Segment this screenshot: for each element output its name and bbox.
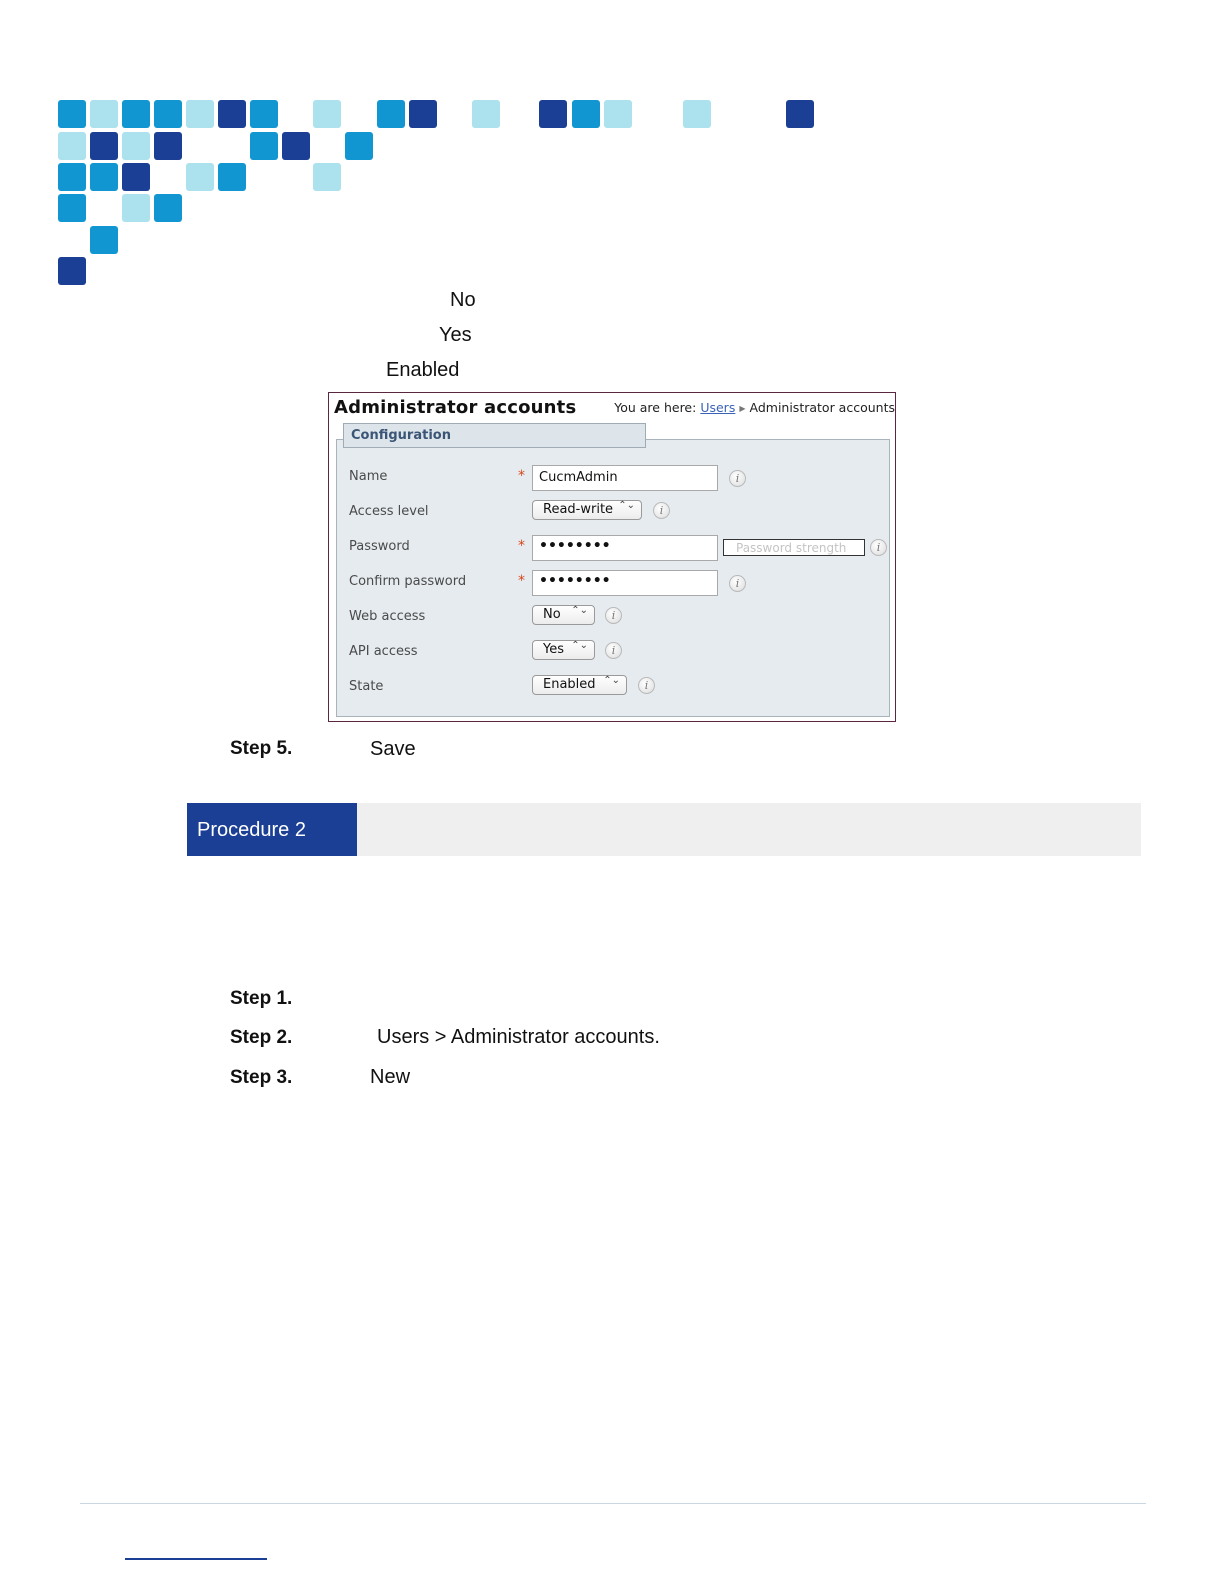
mosaic-tile [90, 132, 118, 160]
step-text: New [370, 1066, 411, 1088]
mosaic-tile [58, 163, 86, 191]
mosaic-tile [409, 100, 437, 128]
name-info-icon[interactable]: i [729, 470, 746, 487]
mosaic-tile [154, 194, 182, 222]
mosaic-tile [683, 100, 711, 128]
password-label: Password [349, 539, 410, 554]
administrator-accounts-screenshot [328, 392, 896, 722]
page-title: Administrator accounts [334, 397, 577, 418]
mosaic-tile [154, 100, 182, 128]
mosaic-tile [58, 132, 86, 160]
state-info-icon[interactable]: i [638, 677, 655, 694]
select-arrows-icon: ⌃⌄ [603, 675, 620, 686]
mosaic-tile [345, 132, 373, 160]
mosaic-tile [90, 226, 118, 254]
api-access-selected-value: Yes [543, 642, 564, 657]
access-level-select[interactable] [532, 500, 642, 520]
password-input[interactable]: •••••••• [532, 535, 718, 561]
mosaic-tile [604, 100, 632, 128]
mosaic-tile [250, 100, 278, 128]
api-access-value-text: Yes [439, 324, 472, 346]
api-access-info-icon[interactable]: i [605, 642, 622, 659]
access-level-selected-value: Read-write [543, 502, 614, 517]
mosaic-tile [122, 100, 150, 128]
access-level-info-icon[interactable]: i [653, 502, 670, 519]
mosaic-tile [282, 132, 310, 160]
step-label: Step 3. [230, 1067, 293, 1088]
breadcrumb [614, 400, 895, 415]
header-mosaic-decoration [0, 0, 900, 300]
web-access-info-icon[interactable]: i [605, 607, 622, 624]
mosaic-tile [122, 163, 150, 191]
web-access-selected-value: No [543, 607, 561, 622]
mosaic-tile [313, 100, 341, 128]
api-access-label: API access [349, 644, 418, 659]
mosaic-tile [58, 257, 86, 285]
state-selected-value: Enabled [543, 677, 596, 692]
configuration-tab: Configuration [343, 423, 646, 448]
state-value-text: Enabled [386, 359, 460, 381]
access-level-label: Access level [349, 504, 429, 519]
mosaic-tile [472, 100, 500, 128]
mosaic-tile [58, 100, 86, 128]
mosaic-tile [186, 100, 214, 128]
footer-link-underline [125, 1558, 267, 1560]
procedure-label: Procedure 2 [187, 803, 357, 856]
mosaic-tile [377, 100, 405, 128]
confirm-password-input[interactable]: •••••••• [532, 570, 718, 596]
state-select[interactable] [532, 675, 627, 695]
mosaic-tile [58, 194, 86, 222]
mosaic-tile [154, 132, 182, 160]
select-arrows-icon: ⌃⌄ [571, 605, 588, 616]
step-label: Step 2. [230, 1027, 293, 1048]
password-info-icon[interactable]: i [870, 539, 887, 556]
mosaic-tile [186, 163, 214, 191]
mosaic-tile [90, 100, 118, 128]
breadcrumb-current: Administrator accounts [749, 400, 895, 415]
mosaic-tile [218, 163, 246, 191]
breadcrumb-link-users[interactable]: Users [700, 400, 736, 415]
password-strength-meter: Password strength [723, 539, 865, 556]
mosaic-tile [572, 100, 600, 128]
web-access-label: Web access [349, 609, 426, 624]
name-input[interactable]: CucmAdmin [532, 465, 718, 491]
select-arrows-icon: ⌃⌄ [618, 500, 635, 511]
confirm-password-info-icon[interactable]: i [729, 575, 746, 592]
breadcrumb-separator-icon: ▶ [739, 404, 746, 413]
mosaic-tile [90, 163, 118, 191]
confirm-password-required-marker: * [518, 573, 525, 589]
api-access-select[interactable] [532, 640, 595, 660]
name-label: Name [349, 469, 388, 484]
password-required-marker: * [518, 538, 525, 554]
confirm-password-label: Confirm password [349, 574, 467, 589]
mosaic-tile [539, 100, 567, 128]
web-access-select[interactable] [532, 605, 595, 625]
mosaic-tile [218, 100, 246, 128]
mosaic-tile [250, 132, 278, 160]
state-label: State [349, 679, 384, 694]
name-required-marker: * [518, 468, 525, 484]
step-text: Save [370, 738, 416, 760]
mosaic-tile [786, 100, 814, 128]
step-label: Step 1. [230, 988, 293, 1009]
mosaic-tile [313, 163, 341, 191]
step-text: Users > Administrator accounts. [377, 1026, 660, 1048]
footer-divider [80, 1503, 1146, 1504]
web-access-value-text: No [450, 289, 476, 311]
select-arrows-icon: ⌃⌄ [571, 640, 588, 651]
mosaic-tile [122, 132, 150, 160]
mosaic-tile [122, 194, 150, 222]
breadcrumb-prefix: You are here: [614, 400, 697, 415]
step-label: Step 5. [230, 738, 293, 759]
